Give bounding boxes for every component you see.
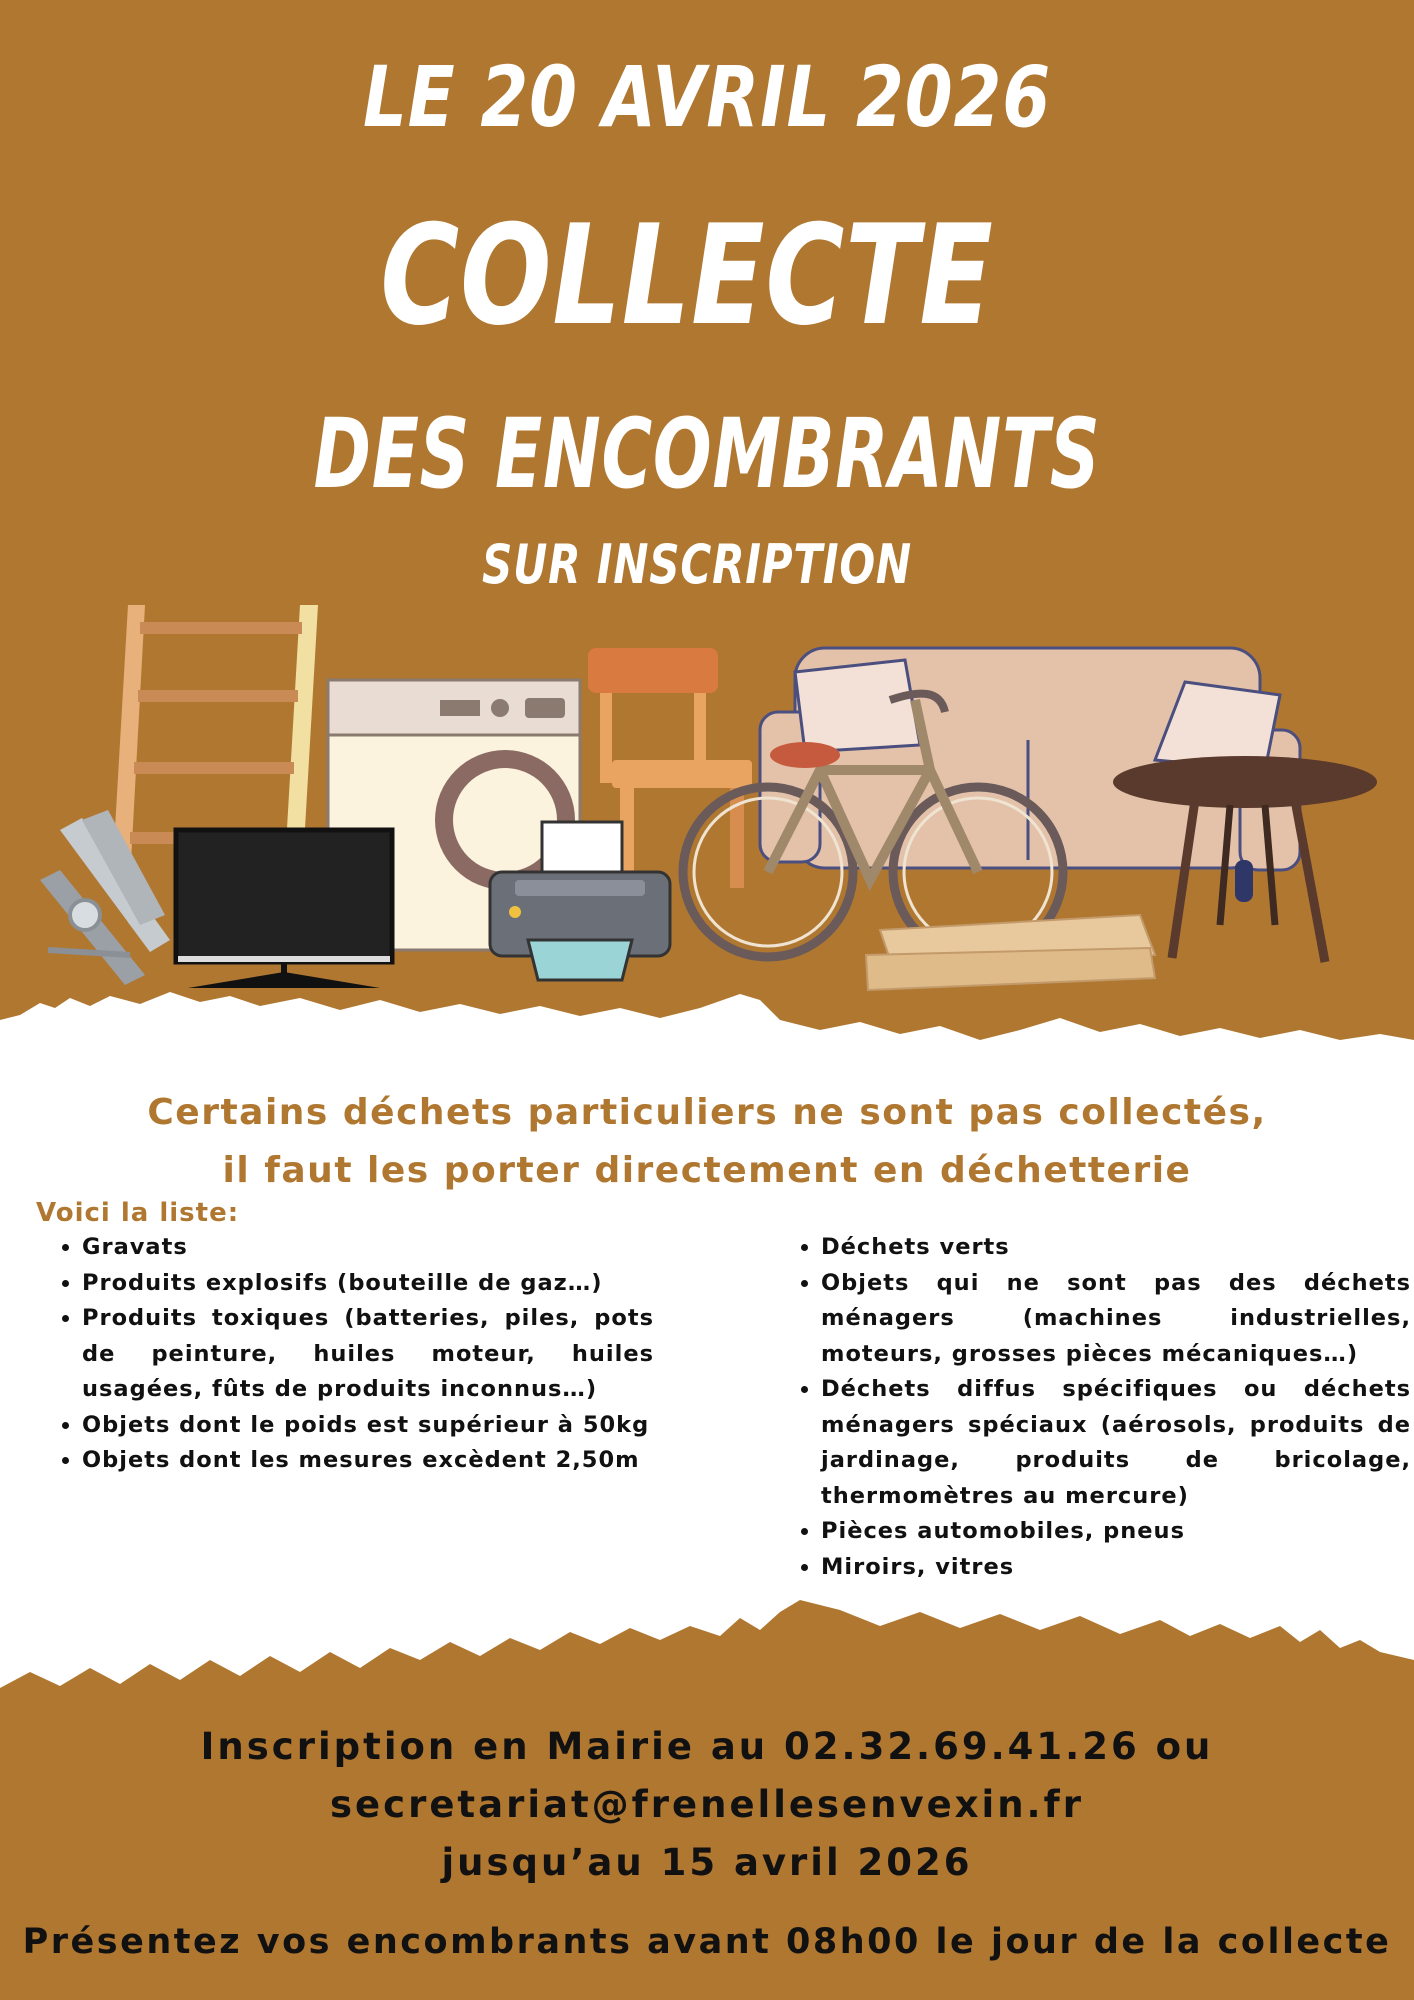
excluded-items-list-right bbox=[775, 1230, 1411, 1585]
list-intro: Voici la liste: bbox=[36, 1198, 240, 1228]
list-item: • Objets qui ne sont pas des déchets ménagers (machines industrielles, moteurs, grosses pièces mécaniques…) bbox=[821, 1266, 1411, 1373]
poster-title-line2: DES ENCOMBRANTS bbox=[313, 398, 1101, 510]
dropoff-time-line: Présentez vos encombrants avant 08h00 le jour de la collecte bbox=[22, 1922, 1392, 1962]
registration-note: SUR INSCRIPTION bbox=[482, 533, 912, 596]
list-item: • Objets dont le poids est supérieur à 50kg bbox=[82, 1408, 654, 1444]
registration-deadline-line: jusqu’au 15 avril 2026 bbox=[441, 1841, 973, 1884]
poster-title-line1: COLLECTE bbox=[380, 195, 994, 356]
registration-phone-line: Inscription en Mairie au 02.32.69.41.26 ou bbox=[200, 1725, 1214, 1768]
notice-line1: Certains déchets particuliers ne sont pas collectés, bbox=[147, 1092, 1267, 1133]
television-icon bbox=[176, 830, 392, 988]
list-item: • Déchets diffus spécifiques ou déchets ménagers spéciaux (aérosols, produits de jardinage, produits de bricolage, thermomètres au mercure) bbox=[821, 1372, 1411, 1514]
list-item: • Objets dont les mesures excèdent 2,50m bbox=[82, 1443, 654, 1479]
list-item: • Pièces automobiles, pneus bbox=[821, 1514, 1411, 1550]
list-item: • Déchets verts bbox=[821, 1230, 1411, 1266]
notice-line2: il faut les porter directement en déchetterie bbox=[222, 1150, 1192, 1191]
registration-email-line: secretariat@frenellesenvexin.fr bbox=[330, 1783, 1084, 1826]
list-item: • Gravats bbox=[82, 1230, 654, 1266]
list-item: • Produits explosifs (bouteille de gaz…) bbox=[82, 1266, 654, 1302]
list-item: • Miroirs, vitres bbox=[821, 1550, 1411, 1586]
event-date: LE 20 AVRIL 2026 bbox=[362, 48, 1052, 146]
list-item: • Produits toxiques (batteries, piles, pots de peinture, huiles moteur, huiles usagées, fûts de produits inconnus…) bbox=[82, 1301, 654, 1408]
excluded-items-list-left bbox=[36, 1230, 654, 1479]
